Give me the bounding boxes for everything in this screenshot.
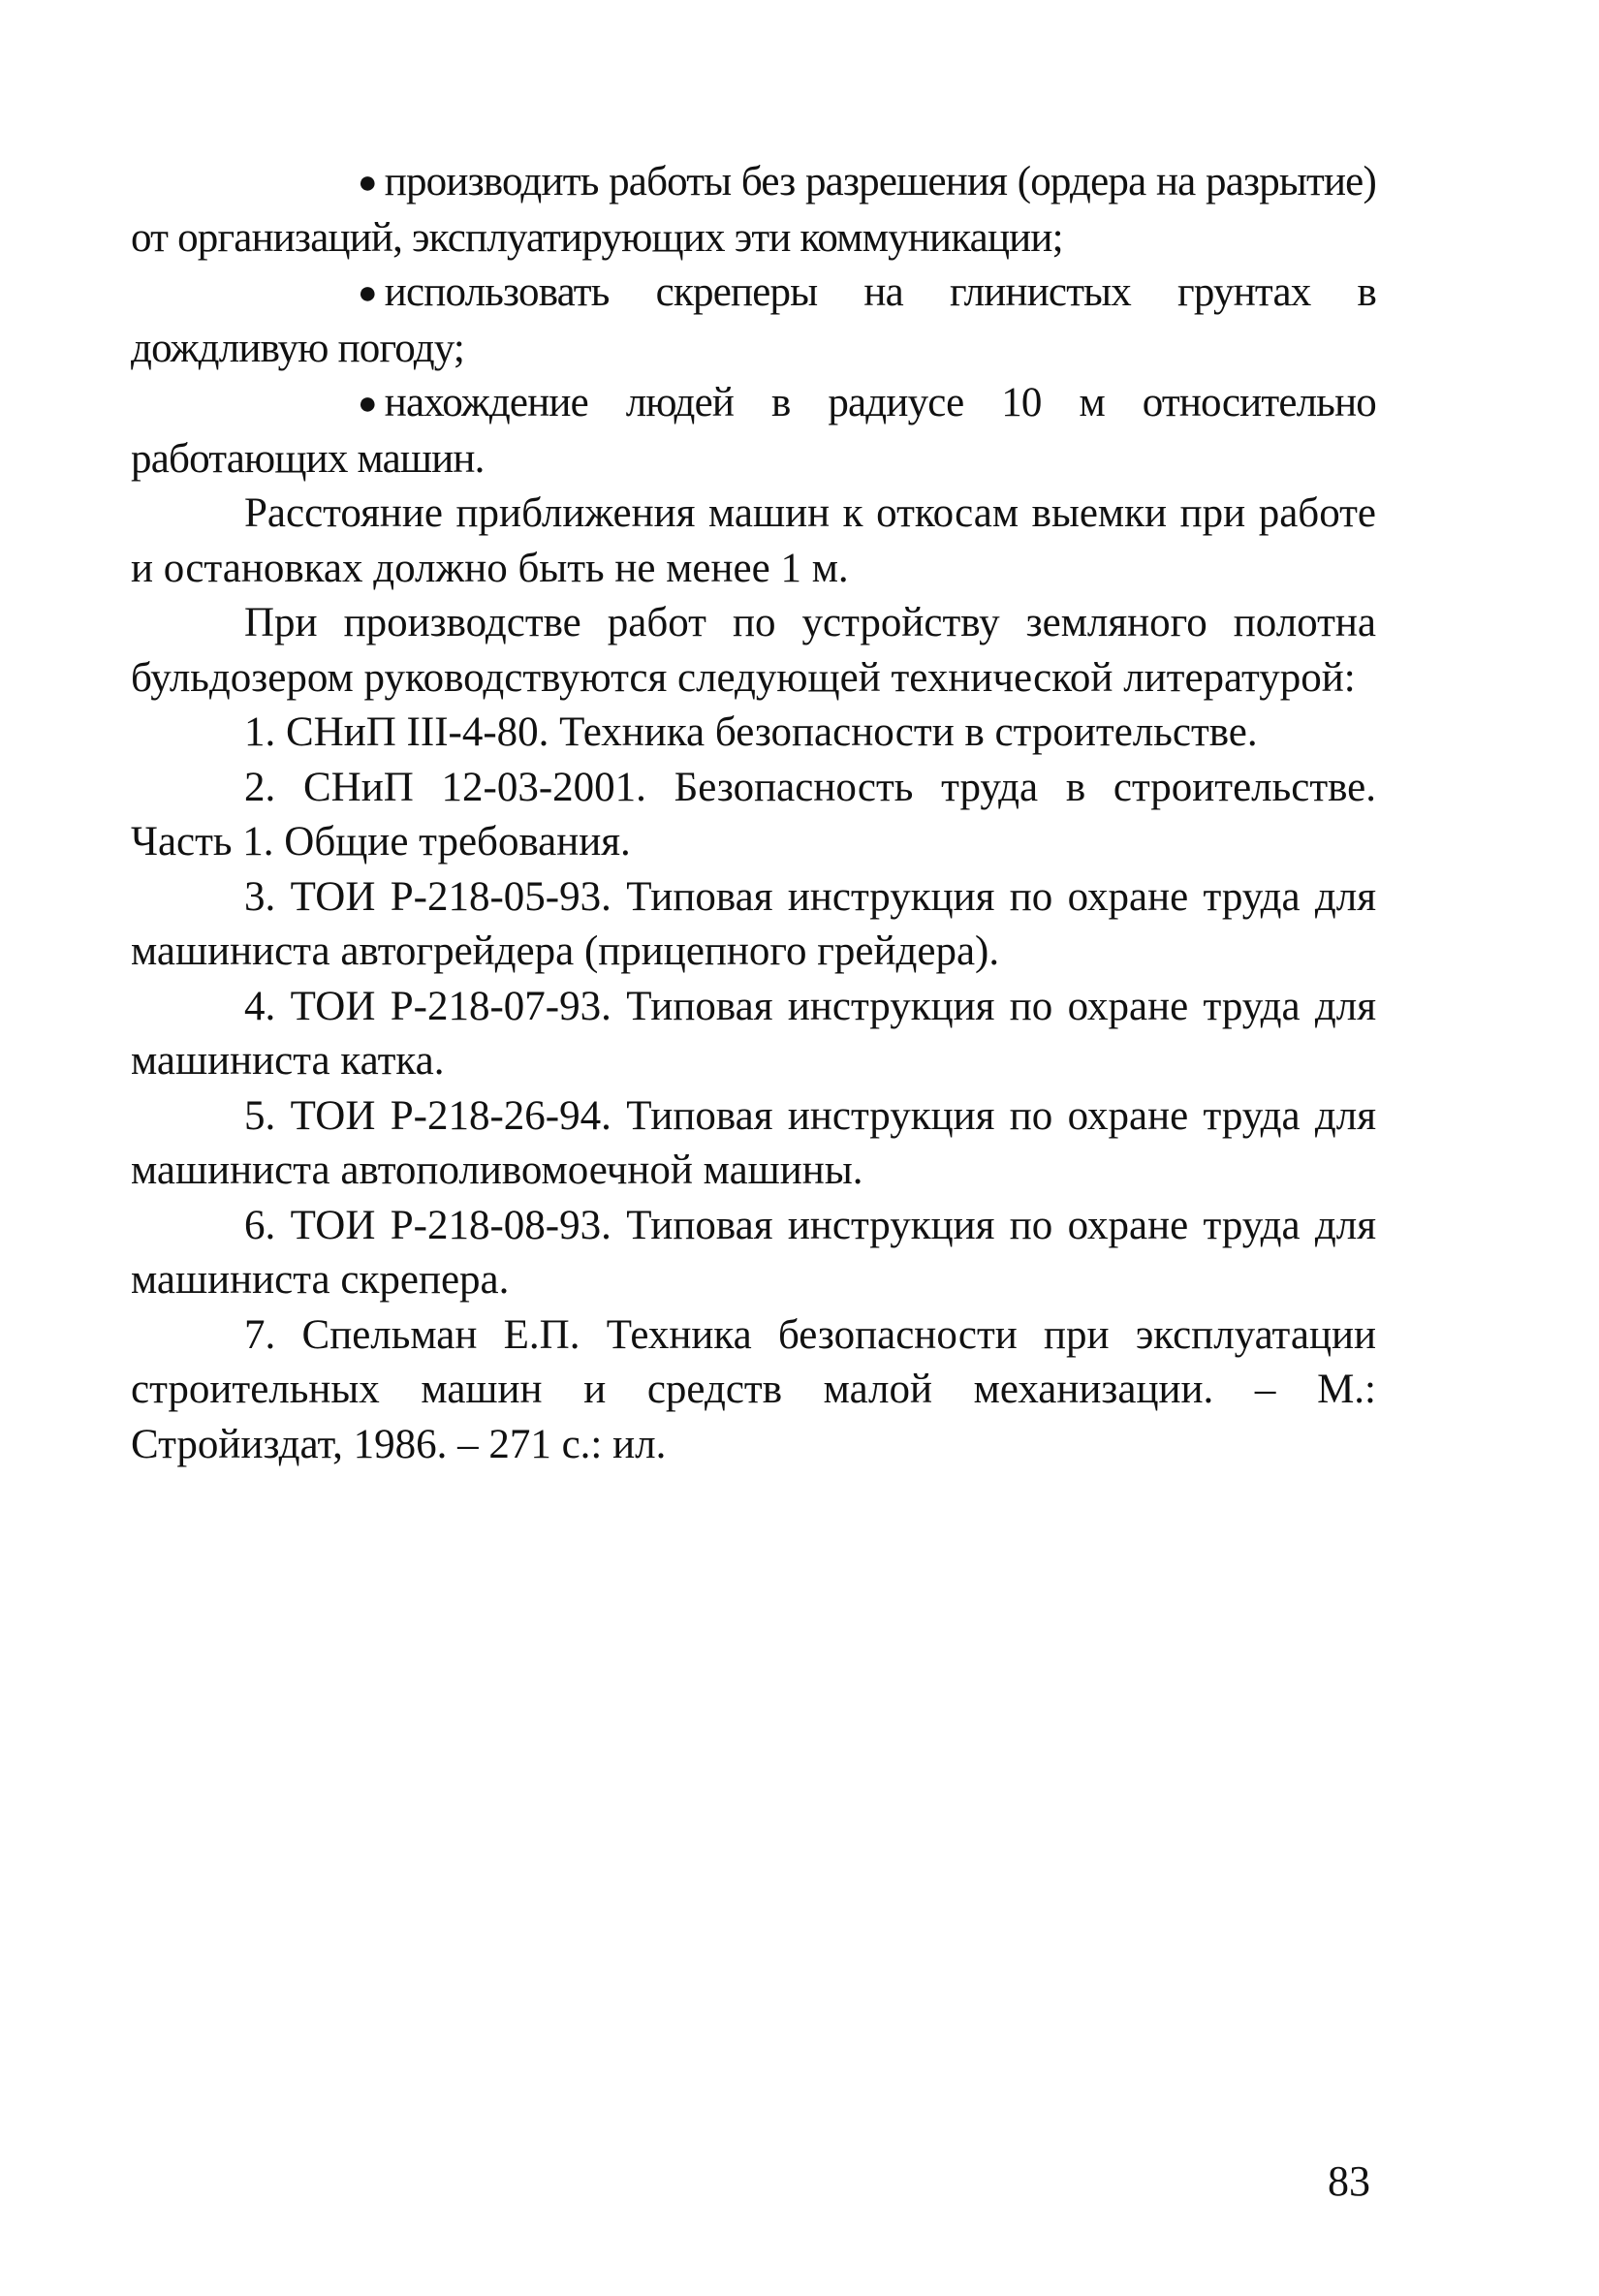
page-number: 83 — [1328, 2157, 1370, 2205]
reference-item: 1. СНиП III-4-80. Техника безопасности в строительстве. — [244, 709, 1258, 755]
bullet-icon: ● — [358, 386, 377, 422]
list-item — [131, 266, 1376, 376]
list-item — [131, 155, 1376, 266]
reference-item: 4. ТОИ Р-218-07-93. Типовая инструкция по охране труда для машиниста катка. — [131, 983, 1376, 1084]
list-item — [131, 376, 1376, 487]
reference-item: 5. ТОИ Р-218-26-94. Типовая инструкция по охране труда для машиниста автополивомоечной машины. — [131, 1092, 1376, 1193]
page-body — [131, 155, 1376, 1472]
list-item-text: производить работы без разрешения (ордера на разрытие) от организаций, эксплуатирующих эти коммуникации; — [131, 159, 1376, 261]
list-item-text: использовать скреперы на глинистых грунтах в дождливую погоду; — [131, 269, 1376, 371]
reference-item: 7. Спельман Е.П. Техника безопасности при эксплуатации строительных машин и средств малой механизации. – М.: Стройиздат, 1986. – 271 с.: ил. — [131, 1311, 1376, 1467]
list-item-text: нахождение людей в радиусе 10 м относительно работающих машин. — [131, 380, 1376, 482]
bullet-icon: ● — [358, 275, 377, 311]
reference-item: 2. СНиП 12-03-2001. Безопасность труда в строительстве. Часть 1. Общие требования. — [131, 764, 1376, 865]
reference-item: 3. ТОИ Р-218-05-93. Типовая инструкция по охране труда для машиниста автогрейдера (прицепного грейдера). — [131, 873, 1376, 974]
paragraph: Расстояние приближения машин к откосам выемки при работе и остановках должно быть не менее 1 м. — [131, 490, 1376, 591]
bullet-icon: ● — [358, 165, 377, 201]
paragraph: При производстве работ по устройству земляного полотна бульдозером руководствуются следующей технической литературой: — [131, 600, 1376, 701]
reference-item: 6. ТОИ Р-218-08-93. Типовая инструкция по охране труда для машиниста скрепера. — [131, 1202, 1376, 1303]
